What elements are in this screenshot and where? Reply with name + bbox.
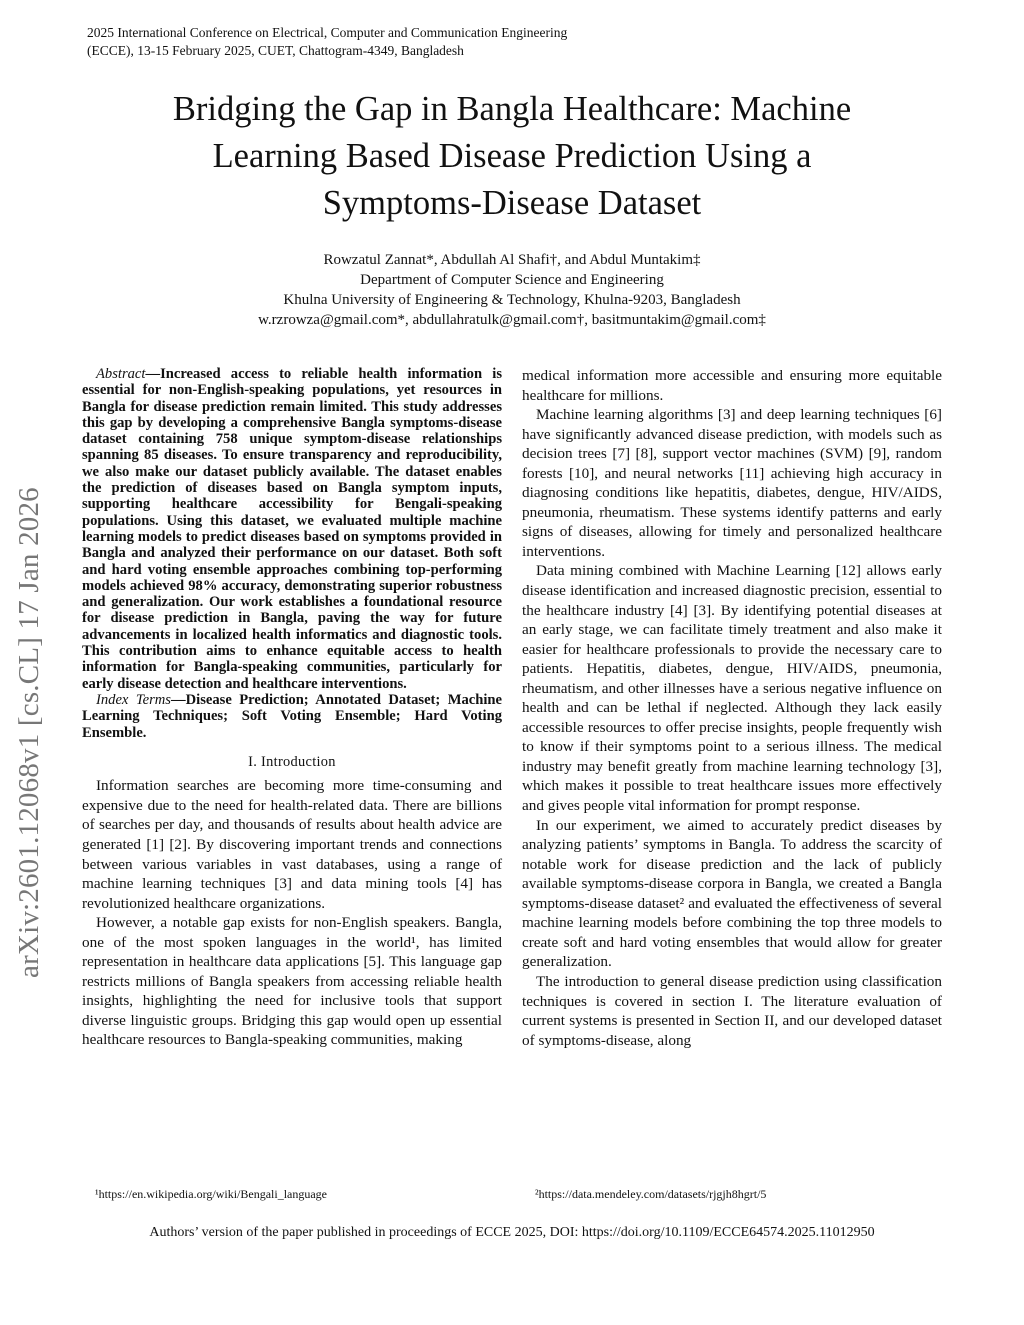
index-terms [82, 692, 502, 741]
conference-header [87, 24, 787, 60]
intro-paragraph-2: However, a notable gap exists for non-English speakers. Bangla, one of the most spoken languages in the world¹, has limited representation in healthcare data applications [5]. This language gap restricts millions of Bangla speakers from accessing reliable health insights, highlighting the need for inclusive tools that support diverse linguistic groups. Bridging this gap would open up essential healthcare resources to Bangla-speaking communities, making [82, 914, 502, 1049]
right-column [522, 366, 942, 1050]
author-names: Rowzatul Zannat*, Abdullah Al Shafi†, and Abdul Muntakim‡ [323, 252, 701, 268]
right-paragraph-5: The introduction to general disease prediction using classification techniques is covered in section I. The literature evaluation of current systems is presented in Section II, and our developed dataset of symptoms-disease, along [522, 972, 942, 1049]
footnote-2[interactable]: ²https://data.mendeley.com/datasets/rjgjh8hgrt/5 [535, 1187, 767, 1201]
footnote-1[interactable]: ¹https://en.wikipedia.org/wiki/Bengali_language [95, 1187, 328, 1201]
right-paragraph-1: medical information more accessible and ensuring more equitable healthcare for millions. [522, 367, 942, 404]
index-terms-text: —Disease Prediction; Annotated Dataset; Machine Learning Techniques; Soft Voting Ensemble; Hard Voting Ensemble. [82, 691, 503, 741]
index-terms-label: Index Terms [96, 691, 171, 708]
title-line-1: Bridging the Gap in Bangla Healthcare: Machine [172, 90, 852, 128]
title-line-2: Learning Based Disease Prediction Using a [212, 137, 812, 175]
author-emails: w.rzrowza@gmail.com*, abdullahratulk@gmail.com†, basitmuntakim@gmail.com‡ [258, 312, 766, 328]
paper-title [60, 86, 964, 227]
author-university: Khulna University of Engineering & Technology, Khulna-9203, Bangladesh [283, 292, 741, 308]
conference-line-1: 2025 International Conference on Electrical, Computer and Communication Engineering [87, 25, 568, 40]
section-heading-introduction: I. Introduction [248, 753, 336, 770]
author-department: Department of Computer Science and Engineering [360, 272, 664, 288]
conference-line-2: (ECCE), 13-15 February 2025, CUET, Chattogram-4349, Bangladesh [87, 43, 464, 58]
intro-paragraph-1: Information searches are becoming more time-consuming and expensive due to the need for health-related data. There are billions of searches per day, and thousands of results about health advice are generated [1] [2]. By discovering important trends and connections between various variables in vast databases, using a range of machine learning techniques [3] and data mining tools [4] has revolutionized healthcare organizations. [82, 777, 502, 912]
left-column [82, 366, 502, 1050]
arxiv-sidebar-stamp: arXiv:2601.12068v1 [cs.CL] 17 Jan 2026 [13, 487, 45, 978]
author-block [60, 250, 964, 330]
abstract-label: Abstract [96, 366, 146, 382]
right-paragraph-3: Data mining combined with Machine Learning [12] allows early disease identification and increased diagnostic precision, essential to the healthcare industry [4] [3]. By identifying potential diseases at an early stage, we can facilitate timely treatment and also make it easier for healthcare professionals to provide the necessary care to patients. Hepatitis, diabetes, dengue, HIV/AIDS, pneumonia, rheumatism, and other illnesses have a serious negative influence on health and can be lethal if neglected. Although they lack easily accessible resources to offer precise insights, people frequently wish to know if their symptoms point to a serious illness. The medical industry may benefit greatly from machine learning technology [3], which makes it possible to treat healthcare issues more effectively and gives people vital information for prompt response. [522, 562, 942, 815]
abstract-text: —Increased access to reliable health information is essential for non-English-speaking populations, yet resources in Bangla for disease prediction remain limited. This study addresses this gap by developing a comprehensive Bangla symptoms-disease dataset containing 758 unique symptom-disease relationships spanning 85 diseases. To ensure transparency and reproducibility, we also make our dataset publicly available. The dataset enables the prediction of diseases based on Bangla symptom inputs, supporting healthcare accessibility for Bengali-speaking populations. Using this dataset, we evaluated multiple machine learning models to predict diseases based on symptoms provided in Bangla and analyzed their performance on our dataset. Both soft and hard voting ensemble approaches combining top-performing models achieved 98% accuracy, demonstrating superior robustness and generalization. Our work establishes a foundational resource for disease prediction in Bangla, paving the way for future advancements in localized health informatics and diagnostic tools. This contribution aims to enhance equitable access to health information for Bangla-speaking communities, particularly for early disease detection and healthcare interventions. [82, 366, 502, 692]
right-paragraph-2: Machine learning algorithms [3] and deep learning techniques [6] have significantly advanced disease prediction, with models such as decision trees [7] [8], support vector machines (SVM) [9], random forests [10], and neural networks [11] achieving high accuracy in diagnosing conditions like hepatitis, diabetes, dengue, HIV/AIDS, pneumonia, rheumatism. These systems identify patterns and early signs of diseases, allowing for timely and personalized healthcare interventions. [522, 406, 942, 560]
title-line-3: Symptoms-Disease Dataset [322, 184, 702, 222]
publication-note: Authors’ version of the paper published in proceedings of ECCE 2025, DOI: https://doi.org/10.1109/ECCE64574.2025.11012950 [149, 1225, 875, 1240]
abstract [82, 366, 502, 692]
right-paragraph-4: In our experiment, we aimed to accurately predict diseases by analyzing patients’ symptoms in Bangla. To address the scarcity of notable work for disease prediction and the lack of publicly available symptoms-disease corpora in Bangla, we created a Bangla symptoms-disease dataset² and evaluated the effectiveness of several machine learning models before combining the top three models to create soft and hard voting ensembles that would allow for greater generalization. [522, 816, 942, 971]
